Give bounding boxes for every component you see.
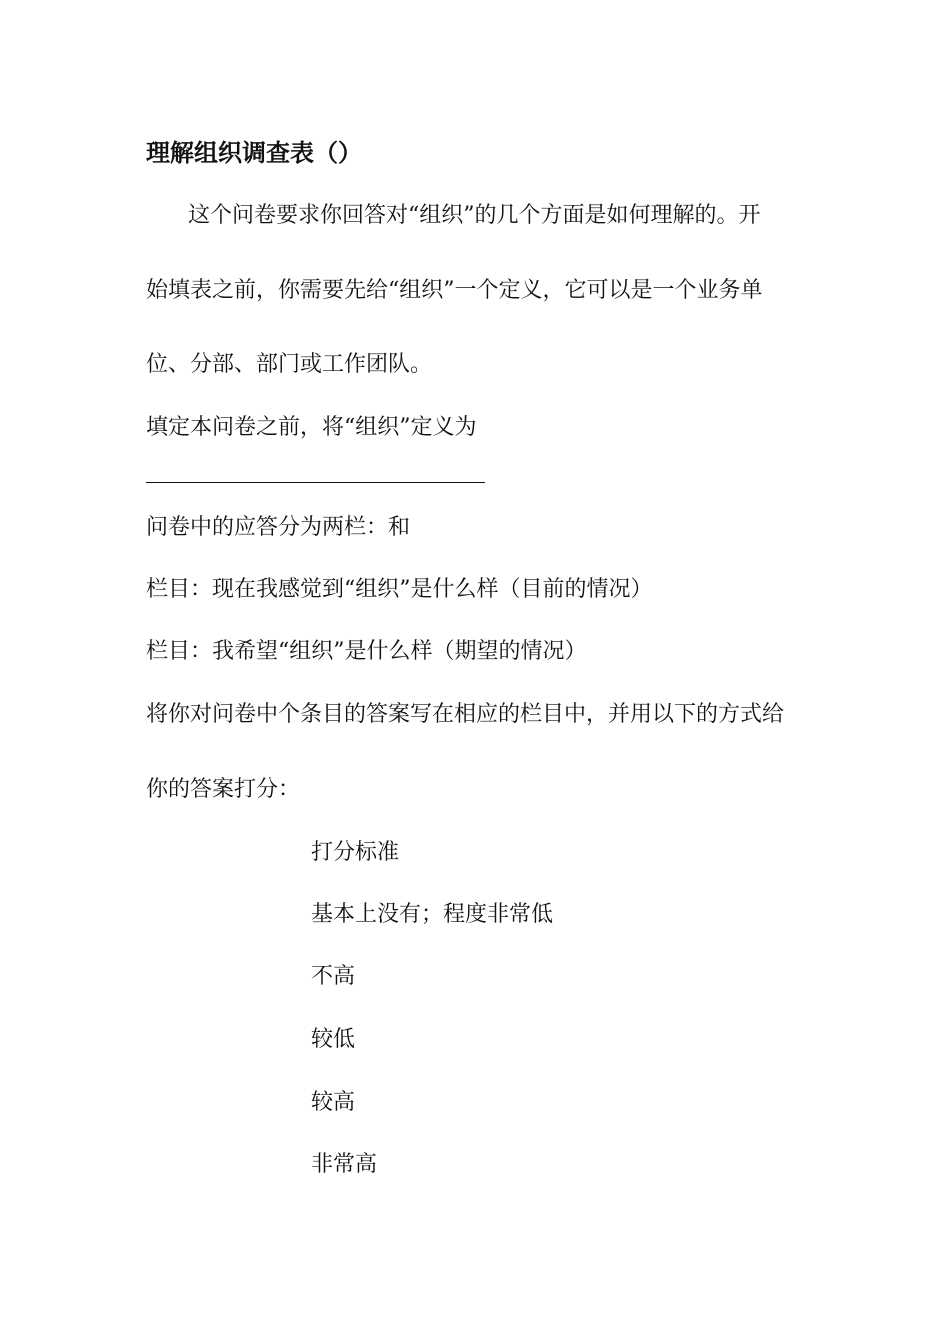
intro-paragraph-line-2: 始填表之前，你需要先给“组织”一个定义，它可以是一个业务单 (146, 278, 763, 303)
intro-paragraph-line-3: 位、分部、部门或工作团队。 (146, 352, 433, 377)
columns-intro: 问卷中的应答分为两栏：和 (146, 515, 411, 540)
document-title: 理解组织调查表（） (146, 138, 362, 167)
instruction-line-1: 将你对问卷中个条目的答案写在相应的栏目中，并用以下的方式给 (146, 702, 785, 727)
scale-item: 非常高 (311, 1152, 378, 1177)
scale-item: 不高 (311, 964, 356, 989)
scale-item: 较低 (311, 1027, 356, 1052)
define-prompt: 填定本问卷之前，将“组织”定义为 (146, 415, 477, 440)
scale-item: 基本上没有；程度非常低 (311, 902, 554, 927)
scale-heading: 打分标准 (311, 840, 400, 865)
column-expected-description: 栏目：我希望“组织”是什么样（期望的情况） (146, 639, 587, 664)
instruction-line-2: 你的答案打分： (146, 777, 301, 802)
definition-blank-line (146, 482, 485, 483)
intro-paragraph-line-1: 这个问卷要求你回答对“组织”的几个方面是如何理解的。开 (188, 203, 761, 228)
column-current-description: 栏目：现在我感觉到“组织”是什么样（目前的情况） (146, 577, 653, 602)
scale-item: 较高 (311, 1090, 356, 1115)
